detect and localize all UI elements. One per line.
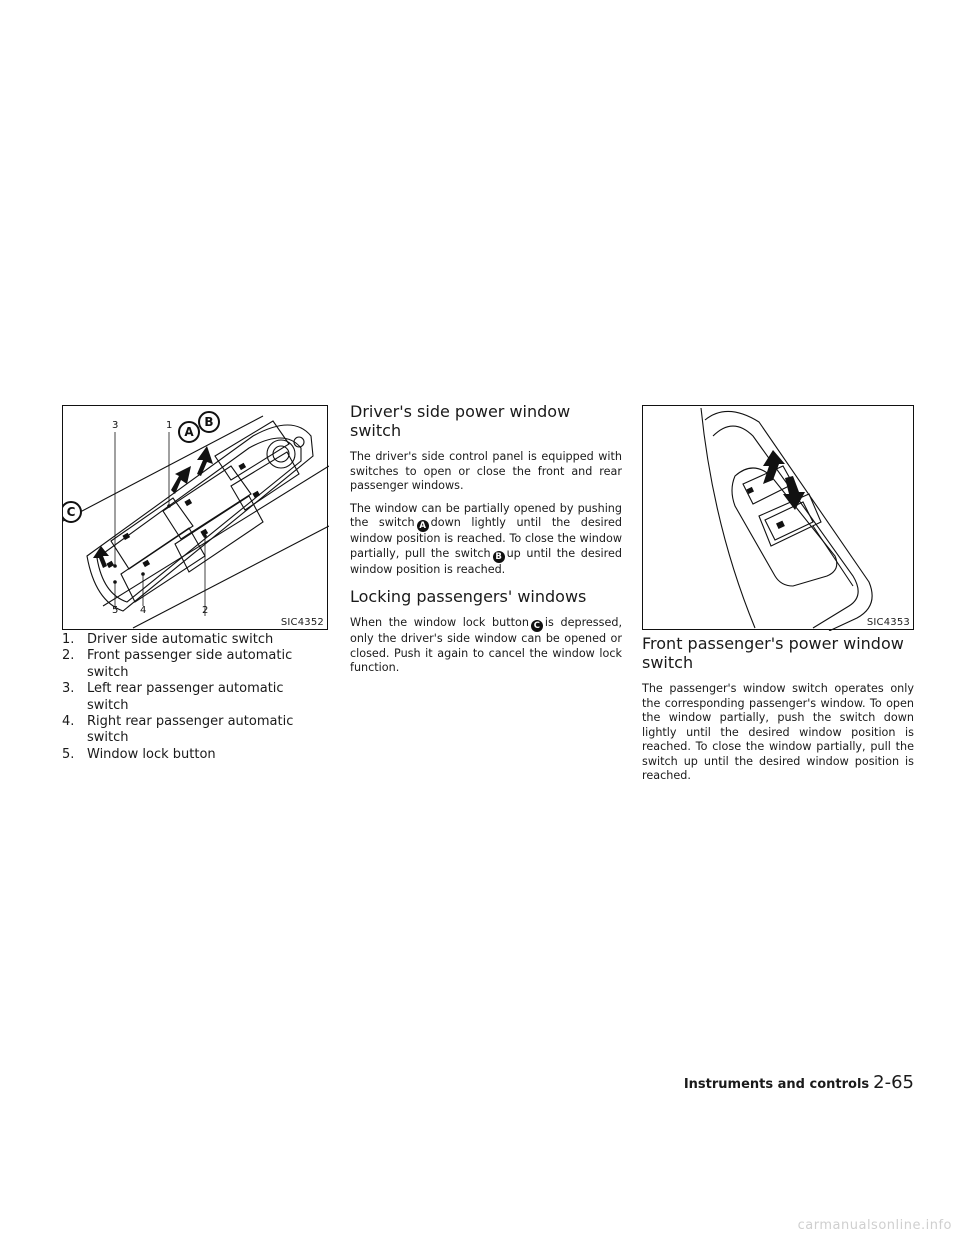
driver-switch-figure	[62, 405, 328, 630]
list-item: 4. Right rear passenger automatic switch	[62, 714, 294, 746]
callout-1: 1	[166, 420, 173, 431]
list-item: 2. Front passenger side automatic switch	[62, 648, 293, 680]
switch-legend-list	[62, 632, 328, 763]
callout-4: 4	[140, 605, 147, 616]
figure-code: SIC4353	[866, 617, 910, 628]
passenger-paragraph-1: The passenger's window switch operates only the corresponding passenger's window. To open the window partially, push the switch down lightly until the desired window position is reached. To close the window partially, pull the switch up until the desired window position is reached.	[642, 682, 914, 782]
list-item: 1. Driver side automatic switch	[62, 632, 274, 647]
badge-a-inline: A	[417, 520, 429, 532]
locking-paragraph: When the window lock button C is depressed, only the driver's side window can be opened or closed. Push it again to cancel the window lock function.	[350, 616, 623, 674]
driver-switch-illustration	[63, 406, 329, 631]
passenger-switch-illustration	[643, 406, 915, 631]
callout-5: 5	[112, 605, 119, 616]
section-heading-passenger: Front passenger's power window switch	[642, 634, 904, 672]
figure-code: SIC4352	[280, 617, 324, 628]
callout-2: 2	[202, 605, 209, 616]
middle-column	[350, 402, 622, 684]
section-heading-locking: Locking passengers' windows	[350, 587, 587, 606]
callout-3: 3	[112, 420, 119, 431]
badge-c: C	[66, 505, 76, 519]
page-number: 2-65	[873, 1072, 914, 1093]
badge-b-inline: B	[493, 551, 505, 563]
list-item: 3. Left rear passenger automatic switch	[62, 681, 284, 713]
right-column	[642, 634, 914, 792]
list-item: 5. Window lock button	[62, 746, 216, 762]
footer-section-title: Instruments and controls	[683, 1077, 870, 1092]
driver-paragraph-2: The window can be partially opened by pushing the switch A down lightly until the desired window position is reached. To close the window partially, pull the switch B up until the desired window position is reached.	[350, 501, 622, 576]
site-watermark: carmanualsonline.info	[797, 1218, 952, 1233]
badge-a: A	[184, 425, 194, 439]
section-heading-driver: Driver's side power window switch	[350, 402, 571, 440]
badge-b: B	[204, 415, 214, 429]
driver-paragraph-1: The driver's side control panel is equipped with switches to open or close the front and rear passenger windows.	[350, 450, 622, 492]
passenger-switch-figure	[642, 405, 914, 630]
page-footer	[684, 1072, 914, 1093]
badge-c-inline: C	[531, 620, 543, 632]
